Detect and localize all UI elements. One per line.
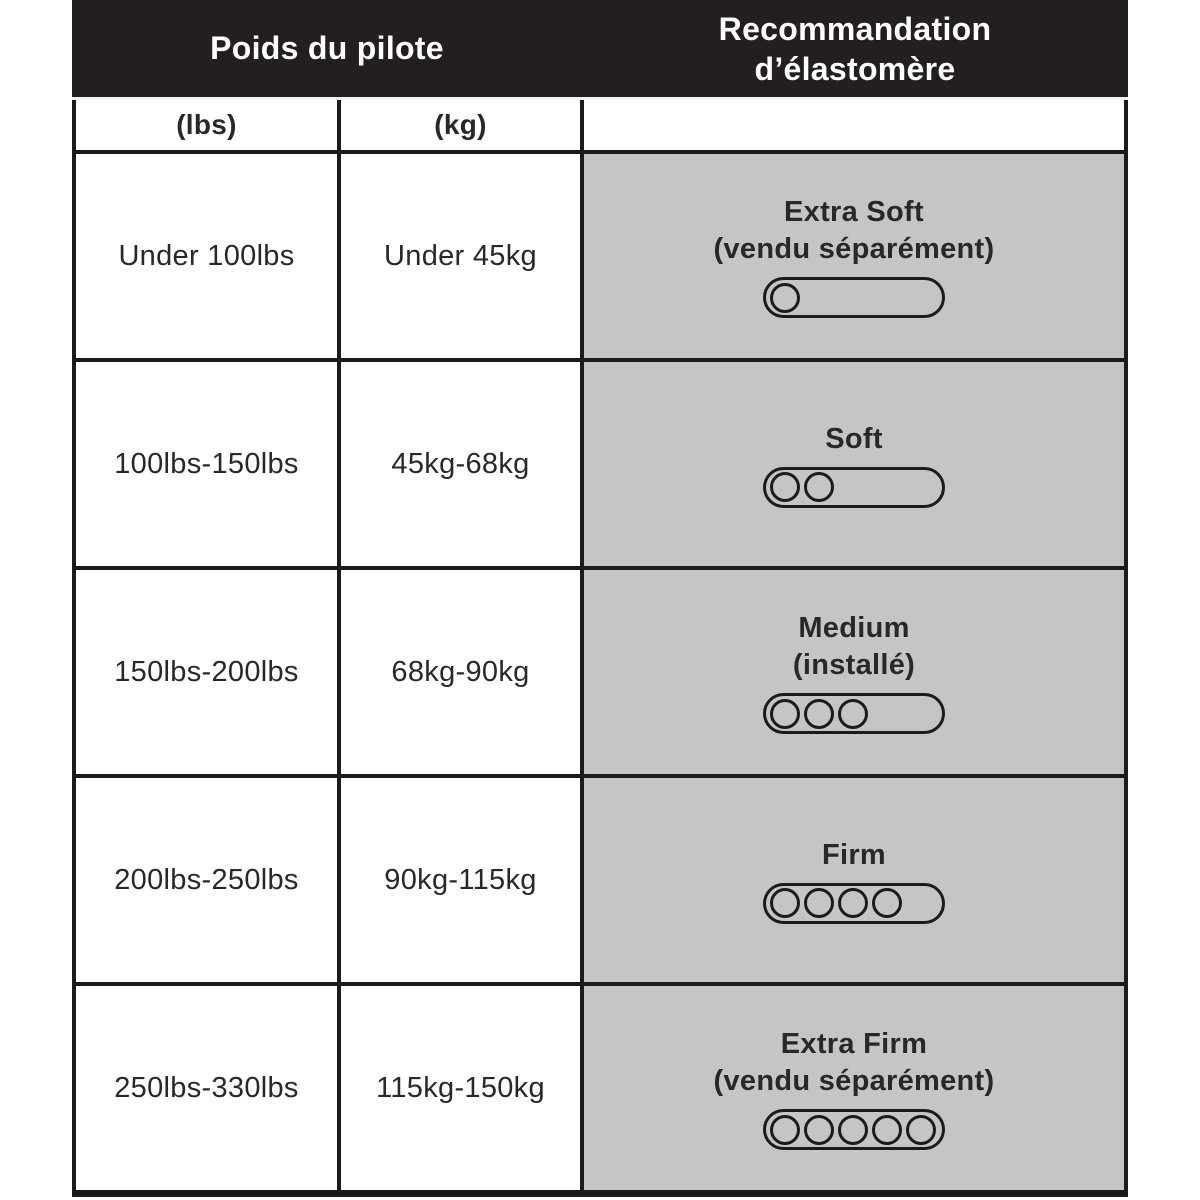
row-1-kg: Under 45kg [341,154,580,358]
subheader-recommendation-empty [584,100,1124,150]
row-3-kg: 68kg-90kg [341,570,580,774]
row-4-lbs: 200lbs-250lbs [76,778,337,982]
elastomer-dot [872,1115,902,1145]
elastomer-pill-icon [763,277,945,318]
row-4-recommendation [584,778,1124,982]
subheader-kg: (kg) [341,100,580,150]
elastomer-name: Medium [798,612,910,644]
elastomer-pill-icon [763,693,945,734]
elastomer-dot [804,888,834,918]
row-4-kg: 90kg-115kg [341,778,580,982]
row-3-recommendation [584,570,1124,774]
elastomer-dot [770,699,800,729]
elastomer-pill-icon [763,467,945,508]
elastomer-dot [906,1115,936,1145]
row-2-kg: 45kg-68kg [341,362,580,566]
elastomer-note: (vendu séparément) [713,233,995,265]
header-elastomer-recommendation [582,0,1128,97]
row-5-recommendation [584,986,1124,1190]
row-2-recommendation [584,362,1124,566]
row-1-lbs: Under 100lbs [76,154,337,358]
subheader-lbs: (lbs) [76,100,337,150]
table-body [72,100,1128,1197]
table [72,0,1128,1197]
row-5-kg: 115kg-150kg [341,986,580,1190]
elastomer-name: Soft [825,422,883,455]
elastomer-dot [770,888,800,918]
elastomer-pill-icon [763,1109,945,1150]
elastomer-name: Extra Firm [780,1028,928,1060]
elastomer-dot [770,472,800,502]
elastomer-dot [770,1115,800,1145]
elastomer-dot [838,888,868,918]
header-elastomer-line1: Recommandation [718,10,992,47]
elastomer-pill-icon [763,883,945,924]
elastomer-dot [838,1115,868,1145]
row-3-lbs: 150lbs-200lbs [76,570,337,774]
elastomer-dot [872,888,902,918]
elastomer-note: (vendu séparément) [713,1065,995,1097]
row-2-lbs: 100lbs-150lbs [76,362,337,566]
table-header [72,0,1128,97]
elastomer-name: Extra Soft [784,196,924,228]
elastomer-note: (installé) [792,649,916,681]
elastomer-dot [770,283,800,313]
row-1-recommendation [584,154,1124,358]
elastomer-dot [804,699,834,729]
row-5-lbs: 250lbs-330lbs [76,986,337,1190]
elastomer-dot [804,1115,834,1145]
elastomer-name: Firm [821,838,887,871]
header-rider-weight: Poids du pilote [210,30,444,66]
elastomer-dot [804,472,834,502]
header-elastomer-line2: d’élastomère [754,50,956,87]
elastomer-dot [838,699,868,729]
